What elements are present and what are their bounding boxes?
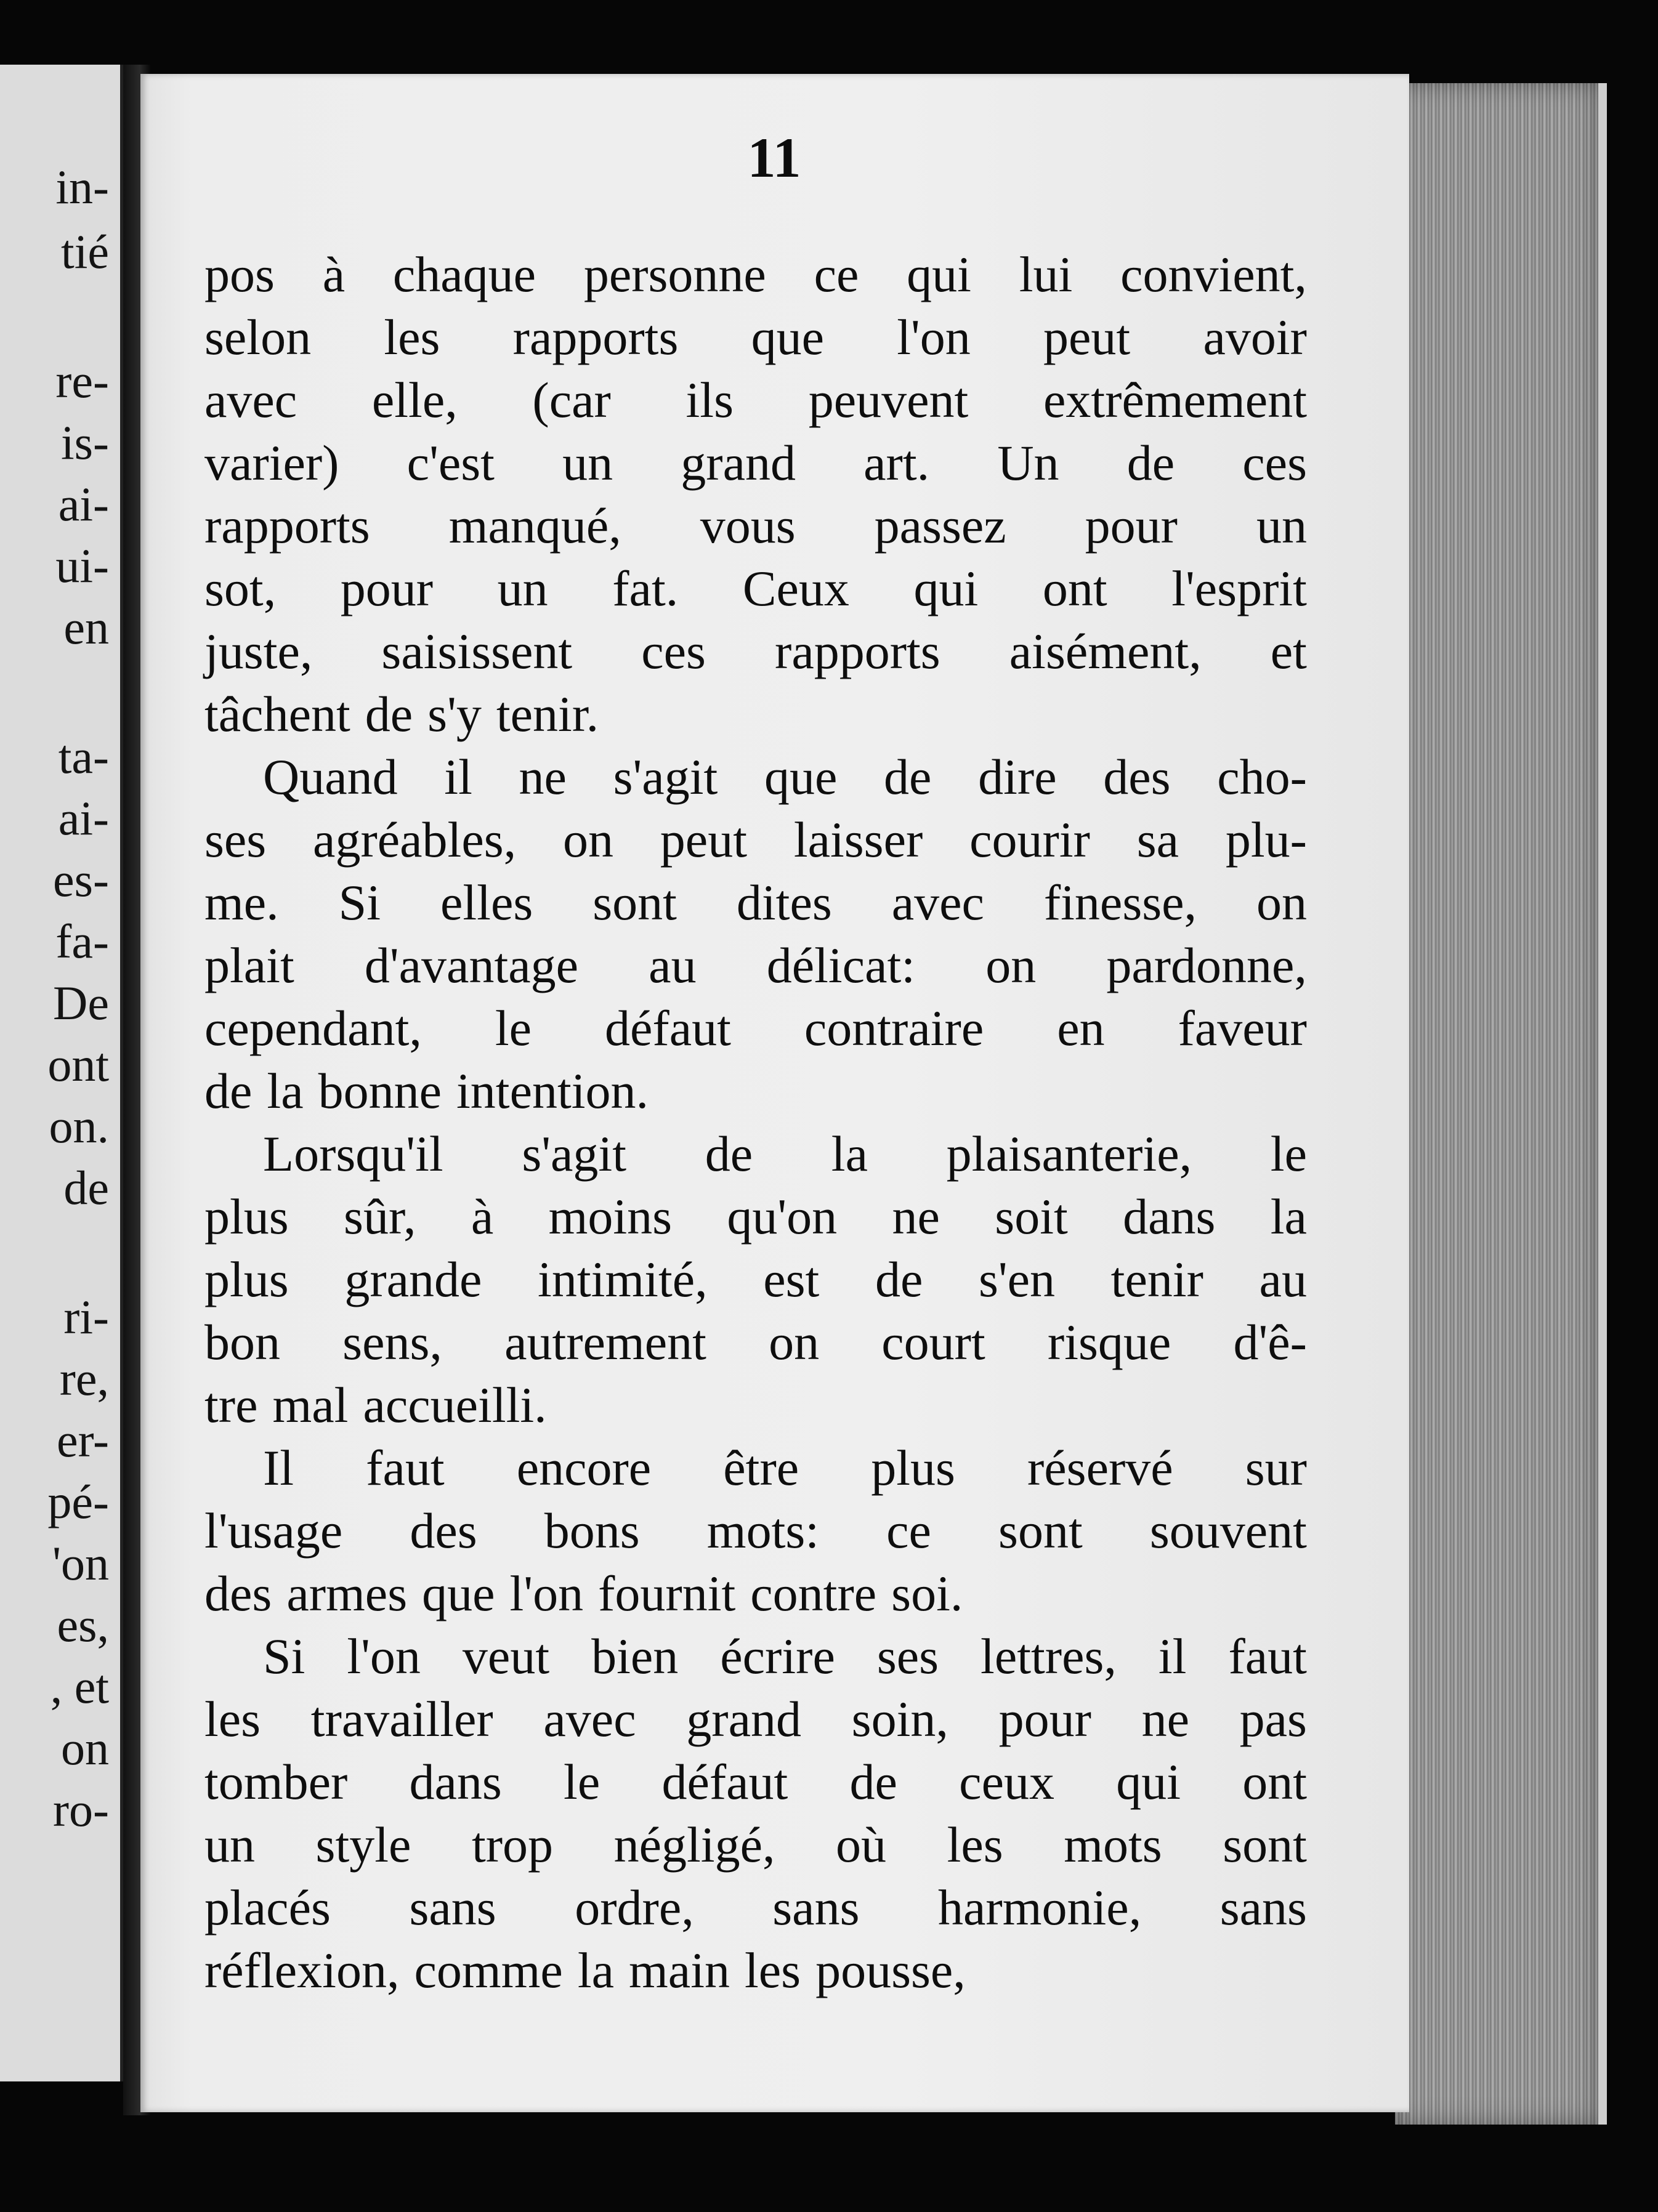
text-line xyxy=(204,1876,1307,1939)
word: souvent xyxy=(1149,1503,1307,1559)
word: on xyxy=(769,1314,820,1370)
word: ne xyxy=(1141,1691,1189,1747)
word: Si xyxy=(263,1628,305,1684)
word: lui xyxy=(1019,246,1073,302)
word: ses xyxy=(876,1628,939,1684)
word: le xyxy=(1270,1126,1307,1182)
word: il xyxy=(1158,1628,1187,1684)
word: l'on xyxy=(897,309,971,365)
word: au xyxy=(649,937,697,993)
previous-page-text-fragment: on. xyxy=(49,1099,109,1153)
word: ont xyxy=(1042,560,1107,616)
word: pour xyxy=(998,1691,1091,1747)
word: manqué, xyxy=(448,498,621,554)
word: on xyxy=(562,812,613,868)
previous-page-text-fragment: ro- xyxy=(53,1783,109,1836)
word: agréables, xyxy=(313,812,517,868)
word: saisissent xyxy=(381,623,573,679)
word: les xyxy=(384,309,440,365)
previous-page-text-fragment: ui- xyxy=(55,539,109,592)
word: bonne xyxy=(318,1063,442,1119)
word: ils xyxy=(685,372,734,428)
word: harmonie, xyxy=(938,1879,1142,1936)
word: sans xyxy=(409,1879,496,1936)
text-line xyxy=(204,809,1307,871)
word: de xyxy=(365,686,413,742)
word: qui xyxy=(913,560,979,616)
word: moins xyxy=(548,1189,673,1245)
text-line xyxy=(204,1688,1307,1751)
word: tâchent xyxy=(204,686,350,742)
word: tenir. xyxy=(496,686,599,742)
word: elle, xyxy=(371,372,458,428)
word: rapports xyxy=(512,309,679,365)
word: autrement xyxy=(504,1314,706,1370)
word: plus xyxy=(204,1251,289,1307)
word: extrêmement xyxy=(1043,372,1307,428)
word: avec xyxy=(204,372,297,428)
word: ses xyxy=(204,812,267,868)
text-line xyxy=(204,934,1307,997)
previous-page-text-fragment: ri- xyxy=(63,1290,109,1344)
word: des xyxy=(410,1503,477,1559)
previous-page-text-fragment: en xyxy=(63,600,109,654)
text-line xyxy=(204,1751,1307,1814)
word: de xyxy=(875,1251,923,1307)
text-line xyxy=(204,432,1307,494)
word: ont xyxy=(1242,1754,1307,1810)
word: plus xyxy=(871,1440,955,1496)
word: être xyxy=(723,1440,799,1496)
word: en xyxy=(1057,1000,1105,1056)
text-line xyxy=(204,306,1307,369)
text-line xyxy=(204,557,1307,620)
word: un xyxy=(497,560,548,616)
page-text xyxy=(204,243,1307,2002)
word: grand xyxy=(686,1691,801,1747)
word: s'en xyxy=(978,1251,1056,1307)
word: ordre, xyxy=(575,1879,694,1936)
word: sur xyxy=(1245,1440,1307,1496)
text-line xyxy=(204,1248,1307,1311)
word: un xyxy=(204,1817,255,1873)
word: l'usage xyxy=(204,1503,343,1559)
word: sont xyxy=(1223,1817,1307,1873)
word: selon xyxy=(204,309,312,365)
word: avec xyxy=(891,874,984,930)
word: plaisanterie, xyxy=(946,1126,1192,1182)
word: juste, xyxy=(204,623,313,679)
word: s'y xyxy=(427,686,482,742)
previous-page-text-fragment: , et xyxy=(50,1660,109,1713)
word: des xyxy=(204,1565,272,1621)
word: dites xyxy=(736,874,832,930)
word: s'agit xyxy=(613,749,718,805)
word: on xyxy=(1256,874,1307,930)
word: faut xyxy=(1228,1628,1307,1684)
word: les xyxy=(744,1942,801,1998)
word: plu- xyxy=(1225,812,1307,868)
word: la xyxy=(831,1126,868,1182)
previous-page-text-fragment: re- xyxy=(55,354,109,408)
word: à xyxy=(322,246,346,302)
previous-page-text-fragment: ai- xyxy=(58,477,109,531)
word: bons xyxy=(544,1503,640,1559)
word: le xyxy=(495,1000,532,1056)
word: pour xyxy=(340,560,434,616)
text-line xyxy=(204,620,1307,683)
previous-page-text-fragment: ont xyxy=(47,1038,109,1091)
word: rapports xyxy=(775,623,940,679)
word: armes xyxy=(286,1565,408,1621)
word: dans xyxy=(409,1754,502,1810)
word: style xyxy=(315,1817,411,1873)
page-number: 11 xyxy=(747,126,801,189)
word: fat. xyxy=(612,560,679,616)
text-line xyxy=(204,1311,1307,1374)
word: qu'on xyxy=(727,1189,838,1245)
word: mots: xyxy=(706,1503,820,1559)
word: Ceux xyxy=(742,560,849,616)
word: que xyxy=(422,1565,495,1621)
word: où xyxy=(836,1817,887,1873)
word: intimité, xyxy=(538,1251,708,1307)
word: s'agit xyxy=(522,1126,626,1182)
word: les xyxy=(204,1691,261,1747)
word: d'ê- xyxy=(1233,1314,1307,1370)
word: de xyxy=(1126,435,1175,491)
text-line xyxy=(204,1123,1307,1185)
text-line xyxy=(204,683,1307,746)
text-line xyxy=(204,1939,1307,2002)
word: courir xyxy=(969,812,1090,868)
word: un xyxy=(1256,498,1307,554)
word: mal xyxy=(272,1377,349,1433)
word: à xyxy=(471,1189,494,1245)
word: délicat: xyxy=(766,937,916,993)
word: d'avantage xyxy=(364,937,579,993)
word: comme xyxy=(414,1942,563,1998)
word: dire xyxy=(978,749,1057,805)
text-line xyxy=(204,1060,1307,1123)
previous-page-text-fragment: De xyxy=(53,976,109,1030)
word: me. xyxy=(204,874,279,930)
word: fournit xyxy=(598,1565,736,1621)
previous-page-text-fragment: in- xyxy=(55,160,109,214)
word: l'on xyxy=(347,1628,421,1684)
word: avoir xyxy=(1203,309,1307,365)
word: réflexion, xyxy=(204,1942,400,1998)
word: avec xyxy=(543,1691,636,1747)
previous-page-fragment xyxy=(0,65,125,2081)
word: sens, xyxy=(342,1314,442,1370)
word: l'on xyxy=(509,1565,584,1621)
word: grande xyxy=(344,1251,482,1307)
word: de xyxy=(705,1126,753,1182)
word: faut xyxy=(366,1440,445,1496)
word: Un xyxy=(997,435,1059,491)
word: ces xyxy=(1242,435,1307,491)
word: tomber xyxy=(204,1754,348,1810)
word: contraire xyxy=(804,1000,984,1056)
word: cho- xyxy=(1217,749,1307,805)
word: pour xyxy=(1085,498,1178,554)
word: c'est xyxy=(406,435,495,491)
word: de xyxy=(204,1063,253,1119)
word: sot, xyxy=(204,560,277,616)
word: peuvent xyxy=(808,372,969,428)
word: est xyxy=(763,1251,820,1307)
word: sont xyxy=(998,1503,1083,1559)
word: soin, xyxy=(851,1691,948,1747)
word: qui xyxy=(1116,1754,1181,1810)
word: Quand xyxy=(263,749,398,805)
word: le xyxy=(564,1754,601,1810)
word: soit xyxy=(995,1189,1068,1245)
word: encore xyxy=(516,1440,652,1496)
word: Lorsqu'il xyxy=(263,1126,443,1182)
previous-page-text-fragment: de xyxy=(63,1161,109,1214)
word: ne xyxy=(892,1189,940,1245)
word: laisser xyxy=(793,812,923,868)
word: passez xyxy=(874,498,1006,554)
word: main xyxy=(629,1942,730,1998)
word: on xyxy=(985,937,1037,993)
word: tenir xyxy=(1110,1251,1203,1307)
word: dans xyxy=(1123,1189,1216,1245)
text-line xyxy=(204,1562,1307,1625)
previous-page-text-fragment: 'on xyxy=(52,1536,109,1590)
word: des xyxy=(1103,749,1171,805)
text-line xyxy=(204,243,1307,306)
word: veut xyxy=(462,1628,550,1684)
word: pos xyxy=(204,246,275,302)
text-line xyxy=(204,1500,1307,1562)
word: peut xyxy=(1043,309,1131,365)
word: les xyxy=(947,1817,1003,1873)
word: sûr, xyxy=(344,1189,416,1245)
word: un xyxy=(562,435,613,491)
word: ce xyxy=(814,246,859,302)
word: de xyxy=(884,749,932,805)
word: pardonne, xyxy=(1106,937,1307,993)
word: soi. xyxy=(891,1565,963,1621)
word: vous xyxy=(700,498,796,554)
previous-page-text-fragment: re, xyxy=(59,1352,109,1405)
previous-page-text-fragment: es, xyxy=(57,1598,109,1652)
word: ce xyxy=(886,1503,931,1559)
word: peut xyxy=(660,812,747,868)
previous-page-text-fragment: pé- xyxy=(47,1475,109,1528)
word: la xyxy=(577,1942,615,1998)
word: intention. xyxy=(456,1063,649,1119)
text-line xyxy=(204,1625,1307,1688)
text-line xyxy=(204,746,1307,809)
word: écrire xyxy=(720,1628,835,1684)
word: défaut xyxy=(605,1000,731,1056)
word: personne xyxy=(583,246,766,302)
word: négligé, xyxy=(613,1817,775,1873)
word: mots xyxy=(1064,1817,1162,1873)
word: risque xyxy=(1047,1314,1171,1370)
word: défaut xyxy=(661,1754,788,1810)
word: sans xyxy=(1219,1879,1307,1936)
word: l'esprit xyxy=(1171,560,1307,616)
word: sans xyxy=(772,1879,860,1936)
word: tre xyxy=(204,1377,258,1433)
word: la xyxy=(267,1063,304,1119)
word: chaque xyxy=(392,246,536,302)
word: trop xyxy=(471,1817,554,1873)
text-line xyxy=(204,997,1307,1060)
word: il xyxy=(444,749,472,805)
word: placés xyxy=(204,1879,331,1936)
word: aisément, xyxy=(1009,623,1202,679)
word: cependant, xyxy=(204,1000,422,1056)
previous-page-text-fragment: fa- xyxy=(55,914,109,968)
word: (car xyxy=(532,372,611,428)
previous-page-text-fragment: es- xyxy=(53,853,109,906)
word: elles xyxy=(440,874,533,930)
word: Si xyxy=(338,874,381,930)
word: accueilli. xyxy=(363,1377,547,1433)
word: ne xyxy=(519,749,567,805)
word: travailler xyxy=(310,1691,493,1747)
word: de xyxy=(849,1754,897,1810)
word: art. xyxy=(863,435,930,491)
word: lettres, xyxy=(981,1628,1117,1684)
text-line xyxy=(204,1437,1307,1500)
previous-page-text-fragment: is- xyxy=(61,416,109,469)
word: sont xyxy=(592,874,677,930)
word: ces xyxy=(641,623,706,679)
previous-page-text-fragment: tié xyxy=(61,225,109,278)
word: au xyxy=(1259,1251,1307,1307)
word: varier) xyxy=(204,435,339,491)
text-line xyxy=(204,494,1307,557)
previous-page-text-fragment: er- xyxy=(56,1413,109,1467)
word: contre xyxy=(750,1565,877,1621)
word: et xyxy=(1270,623,1307,679)
previous-page-text-fragment: on xyxy=(61,1721,109,1775)
text-line xyxy=(204,1374,1307,1437)
text-line xyxy=(204,1814,1307,1876)
word: qui xyxy=(907,246,971,302)
word: la xyxy=(1270,1189,1307,1245)
word: pas xyxy=(1239,1691,1307,1747)
word: convient, xyxy=(1120,246,1307,302)
word: grand xyxy=(681,435,796,491)
word: ceux xyxy=(959,1754,1054,1810)
word: que xyxy=(751,309,824,365)
word: court xyxy=(881,1314,985,1370)
previous-page-text-fragment: ai- xyxy=(58,791,109,845)
word: Il xyxy=(263,1440,294,1496)
text-line xyxy=(204,1185,1307,1248)
previous-page-text-fragment: ta- xyxy=(58,730,109,783)
word: rapports xyxy=(204,498,370,554)
text-line xyxy=(204,369,1307,432)
word: bien xyxy=(591,1628,679,1684)
word: faveur xyxy=(1178,1000,1307,1056)
word: plait xyxy=(204,937,294,993)
word: que xyxy=(764,749,838,805)
word: finesse, xyxy=(1043,874,1197,930)
word: plus xyxy=(204,1189,289,1245)
word: pousse, xyxy=(815,1942,966,1998)
word: sa xyxy=(1136,812,1179,868)
text-line xyxy=(204,871,1307,934)
page-edges xyxy=(1395,83,1607,2125)
word: bon xyxy=(204,1314,280,1370)
word: réservé xyxy=(1027,1440,1173,1496)
